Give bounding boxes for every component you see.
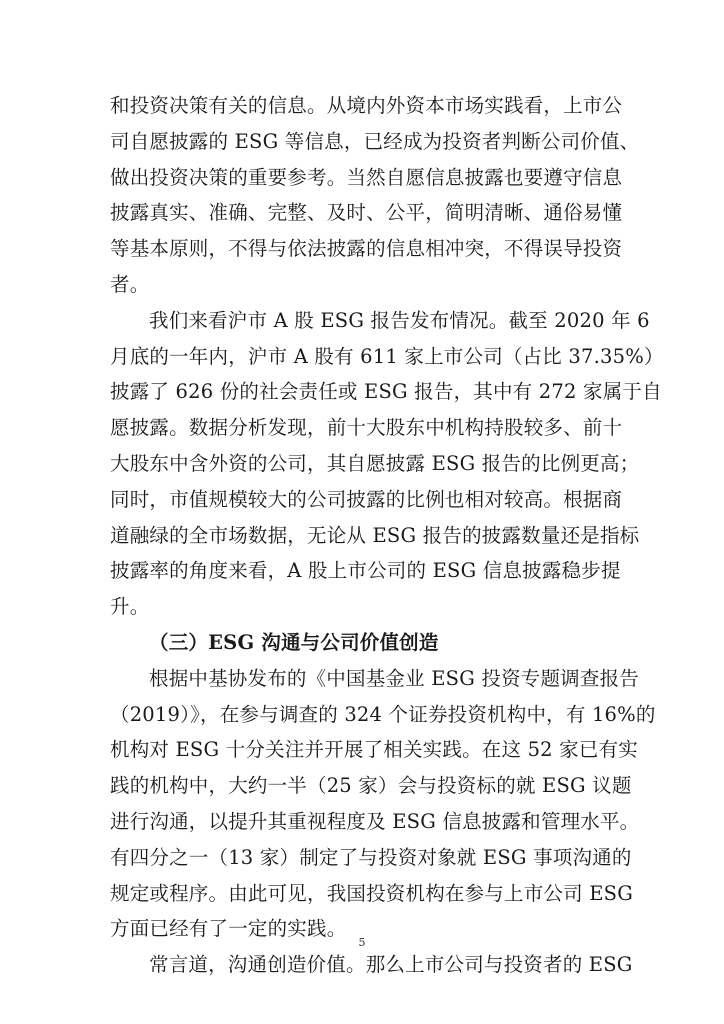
paragraph-line: 规定或程序。由此可见，我国投资机构在参与上市公司 ESG	[110, 881, 633, 905]
paragraph-line: 进行沟通，以提升其重视程度及 ESG 信息披露和管理水平。	[110, 809, 640, 833]
paragraph-line: 方面已经有了一定的实践。	[110, 917, 347, 941]
paragraph-line: 践的机构中，大约一半（25 家）会与投资标的就 ESG 议题	[110, 774, 632, 798]
paragraph-line: 等基本原则，不得与依法披露的信息相冲突，不得误导投资	[110, 237, 623, 261]
paragraph-line: 愿披露。数据分析发现，前十大股东中机构持股较多、前十	[110, 416, 623, 440]
section-heading: （三）ESG 沟通与公司价值创造	[149, 630, 439, 654]
paragraph-line: 机构对 ESG 十分关注并开展了相关实践。在这 52 家已有实	[110, 738, 638, 762]
page-number: 5	[358, 936, 366, 949]
paragraph-line: 升。	[110, 595, 150, 619]
paragraph-line: 根据中基协发布的《中国基金业 ESG 投资专题调查报告	[149, 666, 639, 690]
paragraph-line: 做出投资决策的重要参考。当然自愿信息披露也要遵守信息	[110, 165, 623, 189]
paragraph-line: 有四分之一（13 家）制定了与投资对象就 ESG 事项沟通的	[110, 845, 632, 869]
paragraph-line: 常言道，沟通创造价值。那么上市公司与投资者的 ESG	[149, 953, 633, 977]
paragraph-line: 司自愿披露的 ESG 等信息，已经成为投资者判断公司价值、	[110, 129, 640, 153]
paragraph-line: 我们来看沪市 A 股 ESG 报告发布情况。截至 2020 年 6	[149, 308, 650, 332]
paragraph-line: （2019）》，在参与调查的 324 个证券投资机构中，有 16%的	[110, 702, 656, 726]
paragraph-line: 者。	[110, 272, 150, 296]
paragraph-line: 披露了 626 份的社会责任或 ESG 报告，其中有 272 家属于自	[110, 380, 662, 404]
paragraph-line: 和投资决策有关的信息。从境内外资本市场实践看，上市公	[110, 94, 623, 117]
paragraph-line: 披露率的角度来看，A 股上市公司的 ESG 信息披露稳步提	[110, 559, 621, 583]
paragraph-line: 披露真实、准确、完整、及时、公平，简明清晰、通俗易懂	[110, 201, 623, 225]
paragraph-line: 大股东中含外资的公司，其自愿披露 ESG 报告的比例更高；	[110, 451, 640, 475]
paragraph-line: 道融绿的全市场数据，无论从 ESG 报告的披露数量还是指标	[110, 523, 640, 547]
body-text	[110, 88, 664, 983]
paragraph-line: 月底的一年内，沪市 A 股有 611 家上市公司（占比 37.35%）	[110, 344, 664, 368]
paragraph-line: 同时，市值规模较大的公司披露的比例也相对较高。根据商	[110, 487, 623, 511]
